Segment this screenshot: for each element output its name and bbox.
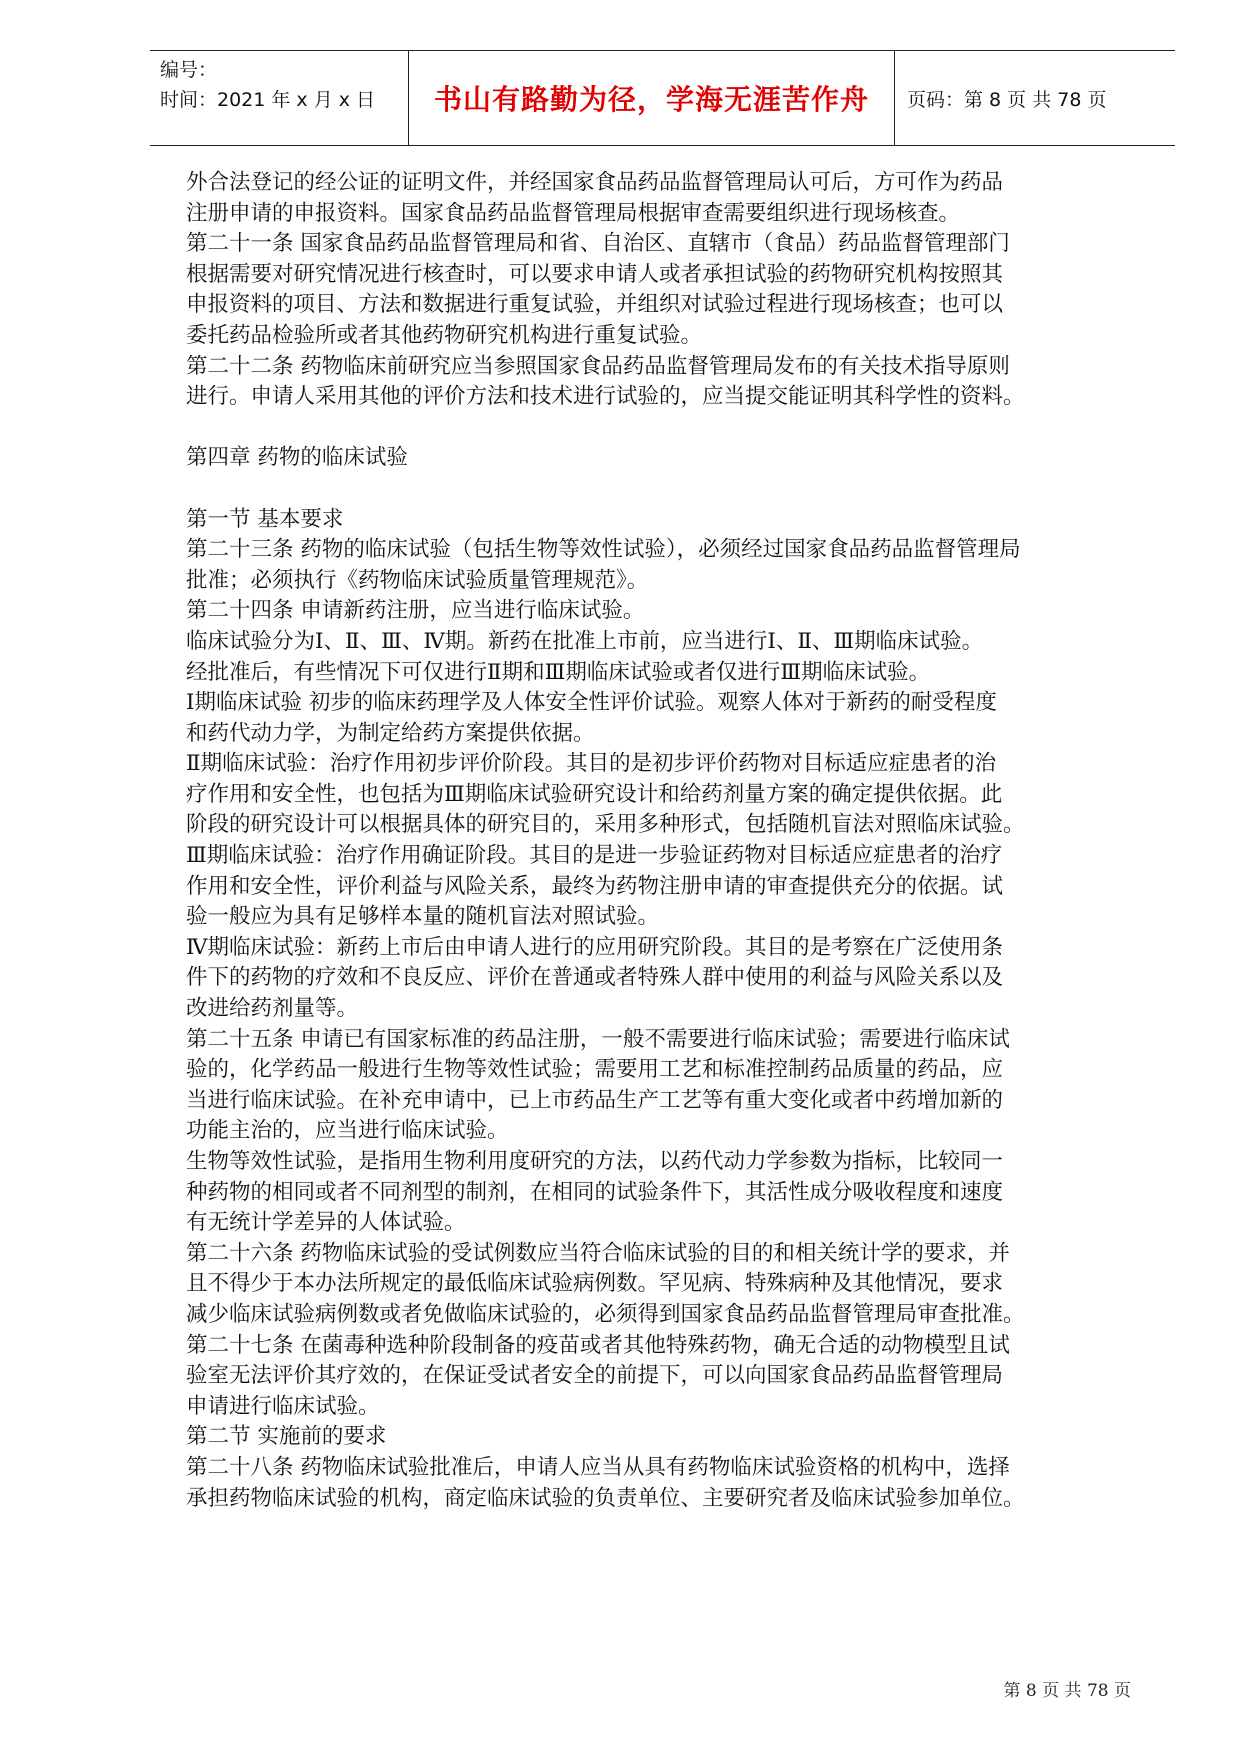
body-text-line: Ⅲ期临床试验：治疗作用确证阶段。其目的是进一步验证药物对目标适应症患者的治疗 — [186, 843, 1003, 869]
header-motto: 书山有路勤为径，学海无涯苦作舟 — [408, 51, 895, 145]
body-text-line: Ⅰ期临床试验 初步的临床药理学及人体安全性评价试验。观察人体对于新药的耐受程度 — [186, 690, 997, 716]
body-text-line: 临床试验分为Ⅰ、Ⅱ、Ⅲ、Ⅳ期。新药在批准上市前，应当进行Ⅰ、Ⅱ、Ⅲ期临床试验。 — [186, 628, 984, 654]
body-text-line: 第四章 药物的临床试验 — [186, 445, 408, 471]
body-text-line: 验的，化学药品一般进行生物等效性试验；需要用工艺和标准控制药品质量的药品，应 — [186, 1057, 1004, 1083]
body-text-line: 第二十四条 申请新药注册，应当进行临床试验。 — [186, 598, 645, 624]
body-text-line: 疗作用和安全性，也包括为Ⅲ期临床试验研究设计和给药剂量方案的确定提供依据。此 — [186, 781, 1003, 807]
page-footer: 第 8 页 共 78 页 — [1003, 1681, 1131, 1701]
body-text-line: 和药代动力学，为制定给药方案提供依据。 — [186, 720, 595, 746]
document-number-label: 编号： — [160, 59, 218, 81]
body-text-line: 改进给药剂量等。 — [186, 996, 359, 1022]
body-text-line: 生物等效性试验，是指用生物利用度研究的方法，以药代动力学参数为指标，比较同一 — [186, 1149, 1004, 1174]
body-text-line: 申请进行临床试验。 — [186, 1393, 380, 1419]
body-text-line: 验一般应为具有足够样本量的随机盲法对照试验。 — [186, 904, 660, 930]
body-text-line: 第二十三条 药物的临床试验（包括生物等效性试验），必须经过国家食品药品监督管理局 — [186, 537, 1021, 563]
document-time-label: 时间：2021 年 x 月 x 日 — [160, 89, 376, 111]
body-text-line: 有无统计学差异的人体试验。 — [186, 1210, 466, 1236]
body-text-line: 经批准后，有些情况下可仅进行Ⅱ期和Ⅲ期临床试验或者仅进行Ⅲ期临床试验。 — [186, 659, 931, 685]
blank-line — [186, 474, 1151, 505]
header-page-info: 页码：第 8 页 共 78 页 — [907, 88, 1107, 111]
body-text-line: 功能主治的，应当进行临床试验。 — [186, 1118, 509, 1144]
body-text-line: 进行。申请人采用其他的评价方法和技术进行试验的，应当提交能证明其科学性的资料。 — [186, 384, 1025, 410]
body-text-line: 第二十七条 在菌毒种选种阶段制备的疫苗或者其他特殊药物，确无合适的动物模型且试 — [186, 1332, 1010, 1358]
body-text-line: 批准；必须执行《药物临床试验质量管理规范》。 — [186, 567, 649, 593]
body-text-line: 件下的药物的疗效和不良反应、评价在普通或者特殊人群中使用的利益与风险关系以及 — [186, 965, 1004, 991]
body-text-line: 承担药物临床试验的机构，商定临床试验的负责单位、主要研究者及临床试验参加单位。 — [186, 1485, 1025, 1511]
body-text-line: 第二十五条 申请已有国家标准的药品注册，一般不需要进行临床试验；需要进行临床试 — [186, 1026, 1010, 1052]
body-text-line: Ⅳ期临床试验：新药上市后由申请人进行的应用研究阶段。其目的是考察在广泛使用条 — [186, 934, 1003, 960]
body-text-line: 第二十八条 药物临床试验批准后，申请人应当从具有药物临床试验资格的机构中，选择 — [186, 1454, 1010, 1480]
document-body — [186, 168, 1151, 1514]
body-text-line: 委托药品检验所或者其他药物研究机构进行重复试验。 — [186, 322, 703, 348]
body-text-line: 当进行临床试验。在补充申请中，已上市药品生产工艺等有重大变化或者中药增加新的 — [186, 1087, 1004, 1113]
body-text-line: 种药物的相同或者不同剂型的制剂，在相同的试验条件下，其活性成分吸收程度和速度 — [186, 1179, 1004, 1205]
body-text-line: 作用和安全性，评价利益与风险关系，最终为药物注册申请的审查提供充分的依据。试 — [186, 873, 1004, 899]
body-text-line: 第二十二条 药物临床前研究应当参照国家食品药品监督管理局发布的有关技术指导原则 — [186, 353, 1010, 379]
body-text-line: 且不得少于本办法所规定的最低临床试验病例数。罕见病、特殊病种及其他情况，要求 — [186, 1271, 1004, 1297]
body-text-line: 第二十一条 国家食品药品监督管理局和省、自治区、直辖市（食品）药品监督管理部门 — [186, 231, 1010, 257]
body-text-line: 根据需要对研究情况进行核查时，可以要求申请人或者承担试验的药物研究机构按照其 — [186, 261, 1004, 287]
blank-line — [186, 413, 1151, 444]
body-text-line: 申报资料的项目、方法和数据进行重复试验，并组织对试验过程进行现场核查；也可以 — [186, 292, 1004, 318]
header-meta — [150, 51, 408, 145]
body-text-line: 验室无法评价其疗效的，在保证受试者安全的前提下，可以向国家食品药品监督管理局 — [186, 1363, 1004, 1389]
body-text-line: 第一节 基本要求 — [186, 506, 344, 532]
body-text-line: 外合法登记的经公证的证明文件，并经国家食品药品监督管理局认可后，方可作为药品 — [186, 170, 1004, 195]
body-text-line: 第二十六条 药物临床试验的受试例数应当符合临床试验的目的和相关统计学的要求，并 — [186, 1240, 1010, 1266]
body-text-line: Ⅱ期临床试验：治疗作用初步评价阶段。其目的是初步评价药物对目标适应症患者的治 — [186, 751, 997, 777]
body-text-line: 注册申请的申报资料。国家食品药品监督管理局根据审查需要组织进行现场核查。 — [186, 200, 961, 226]
body-text-line: 第二节 实施前的要求 — [186, 1424, 387, 1450]
body-text-line: 减少临床试验病例数或者免做临床试验的，必须得到国家食品药品监督管理局审查批准。 — [186, 1301, 1025, 1327]
body-text-line: 阶段的研究设计可以根据具体的研究目的，采用多种形式，包括随机盲法对照临床试验。 — [186, 812, 1025, 838]
page-header — [150, 50, 1175, 146]
